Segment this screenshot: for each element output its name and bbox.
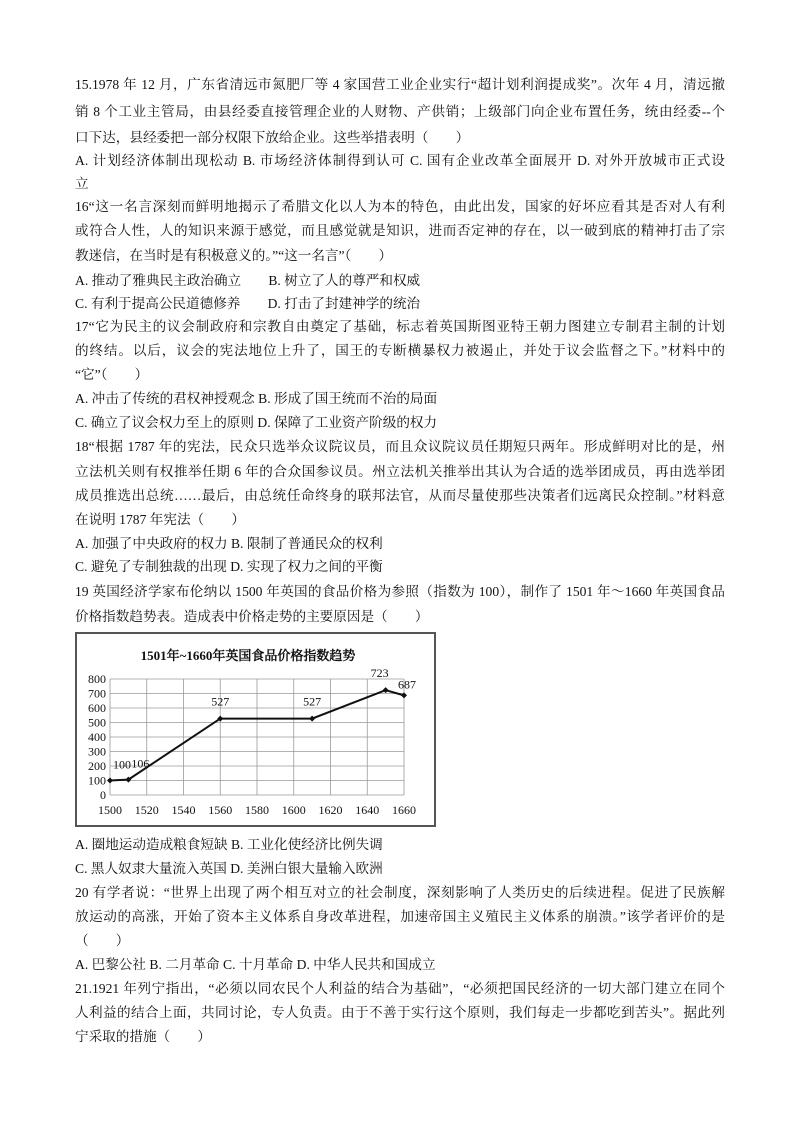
question-19-stem-line: 价格指数趋势表。造成表中价格走势的主要原因是（ ） (75, 609, 429, 624)
question-20-stem-line: 放运动的高涨，开始了资本主义体系自身改革进程，加速帝国主义殖民主义体系的崩溃。”该学者评价的是 (75, 909, 725, 924)
y-tick-label: 200 (88, 759, 106, 773)
question-18-stem-line: 立法机关则有权推举任期 6 年的合众国参议员。州立法机关推举出其认为合适的选举团成员，再由选举团 (75, 464, 725, 479)
data-label: 527 (303, 694, 322, 709)
question-18-stem-line: 18“根据 1787 年的宪法，民众只选举众议院议员，而且众议院议员任期短只两年。形成鲜明对比的是，州 (75, 439, 725, 454)
question-18-options-line: A. 加强了中央政府的权力 B. 限制了普通民众的权利 (75, 536, 383, 551)
question-20-stem-line: 20 有学者说：“世界上出现了两个相互对立的社会制度，深刻影响了人类历史的后续进程。促进了民族解 (75, 885, 725, 900)
question-18-stem-line: 在说明 1787 年宪法（ ） (75, 512, 245, 527)
question-17-options-line: A. 冲击了传统的君权神授观念 B. 形成了国王统而不治的局面 (75, 391, 438, 406)
x-tick-label: 1640 (355, 803, 380, 817)
x-tick-label: 1540 (171, 803, 196, 817)
question-20-stem-line: （ ） (75, 933, 130, 948)
question-19-stem-line: 19 英国经济学家布伦纳以 1500 年英国的食品价格为参照（指数为 100），制作了 1501 年～1660 年英国食品 (75, 584, 725, 599)
question-17-stem-line: 17“它为民主的议会制政府和宗教自由奠定了基础，标志着英国斯图亚特王朝力图建立专制君主制的计划 (75, 319, 725, 334)
x-tick-label: 1500 (98, 803, 122, 817)
x-tick-label: 1620 (318, 803, 343, 817)
x-tick-label: 1580 (245, 803, 269, 817)
question-15-options-line: A. 计划经济体制出现松动 B. 市场经济体制得到认可 C. 国有企业改革全面展开 D. 对外开放城市正式设 (75, 153, 725, 168)
y-tick-label: 700 (88, 686, 106, 701)
question-19-options-line: C. 黑人奴隶大量流入英国 D. 美洲白银大量输入欧洲 (75, 861, 383, 876)
data-label: 687 (398, 677, 416, 692)
question-18-stem-line: 成员推选出总统……最后，由总统任命终身的联邦法官，从而尽量使那些决策者们远离民众控制。”材料意 (75, 488, 725, 503)
question-20-options-line: A. 巴黎公社 B. 二月革命 C. 十月革命 D. 中华人民共和国成立 (75, 957, 436, 972)
price-index-chart (75, 632, 436, 827)
question-16-options-line: C. 有利于提高公民道德修养 D. 打击了封建神学的统治 (75, 296, 421, 311)
question-16-stem-line: 或符合人性，人的知识来源于感觉，而且感觉就是知识，进而否定神的存在，以一破到底的精神打击了宗 (75, 223, 725, 238)
question-16-stem-line: 16“这一名言深刻而鲜明地揭示了希腊文化以人为本的特色，由此出发，国家的好坏应看其是否对人有利 (75, 199, 725, 214)
question-15-stem-line: 销 8 个工业主管局，由县经委直接管理企业的人财物、产供销；上级部门向企业布置任务，统由经委--个 (75, 104, 725, 119)
y-tick-label: 800 (88, 672, 106, 686)
y-tick-label: 0 (100, 788, 106, 802)
question-17-stem-line: 的终结。以后，议会的宪法地位上升了，国王的专断横暴权力被遏止，并处于议会监督之下。”材料中的 (75, 343, 725, 358)
question-15-stem-line: 口下达，县经委把一部分权限下放给企业。这些举措表明（ ） (75, 130, 470, 145)
y-tick-label: 600 (88, 701, 106, 715)
question-18-options-line: C. 避免了专制独裁的出现 D. 实现了权力之间的平衡 (75, 559, 383, 574)
question-21-stem-line: 宁采取的措施（ ） (75, 1029, 211, 1044)
y-tick-label: 100 (88, 773, 106, 788)
x-tick-label: 1600 (281, 803, 306, 817)
chart-title: 1501年~1660年英国食品价格指数趋势 (140, 648, 356, 663)
question-16-options-line: A. 推动了雅典民主政治确立 B. 树立了人的尊严和权威 (75, 273, 421, 288)
question-17-stem-line: “它”（ ） (75, 367, 149, 382)
x-tick-label: 1660 (392, 803, 416, 817)
y-tick-label: 300 (88, 744, 106, 759)
question-21-stem-line: 21.1921 年列宁指出，“必须以同农民个人利益的结合为基础”，“必须把国民经济的一切大部门建立在同个 (75, 981, 725, 996)
x-tick-label: 1560 (208, 803, 233, 817)
data-label: 106 (131, 756, 150, 771)
question-15-options-line: 立 (75, 176, 89, 191)
question-15-stem-line: 15.1978 年 12 月，广东省清远市氮肥厂等 4 家国营工业企业实行“超计划利润提成奖”。次年 4 月，清远撤 (75, 77, 725, 92)
y-tick-label: 400 (88, 730, 106, 744)
question-17-options-line: C. 确立了议会权力至上的原则 D. 保障了工业资产阶级的权力 (75, 415, 438, 430)
y-tick-label: 500 (88, 715, 106, 730)
question-21-stem-line: 人利益的结合上面，共同讨论，专人负责。由于不善于实行这个原则，我们每走一步都吃到苦头”。据此列 (75, 1005, 725, 1020)
x-tick-label: 1520 (134, 803, 159, 817)
data-label: 100 (113, 757, 131, 772)
data-label: 527 (211, 694, 230, 709)
chart-canvas (75, 632, 436, 827)
question-16-stem-line: 教迷信，在当时是有积极意义的。”“这一名言”（ ） (75, 248, 393, 263)
data-label: 723 (370, 666, 389, 681)
question-19-options-line: A. 圈地运动造成粮食短缺 B. 工业化使经济比例失调 (75, 837, 383, 852)
